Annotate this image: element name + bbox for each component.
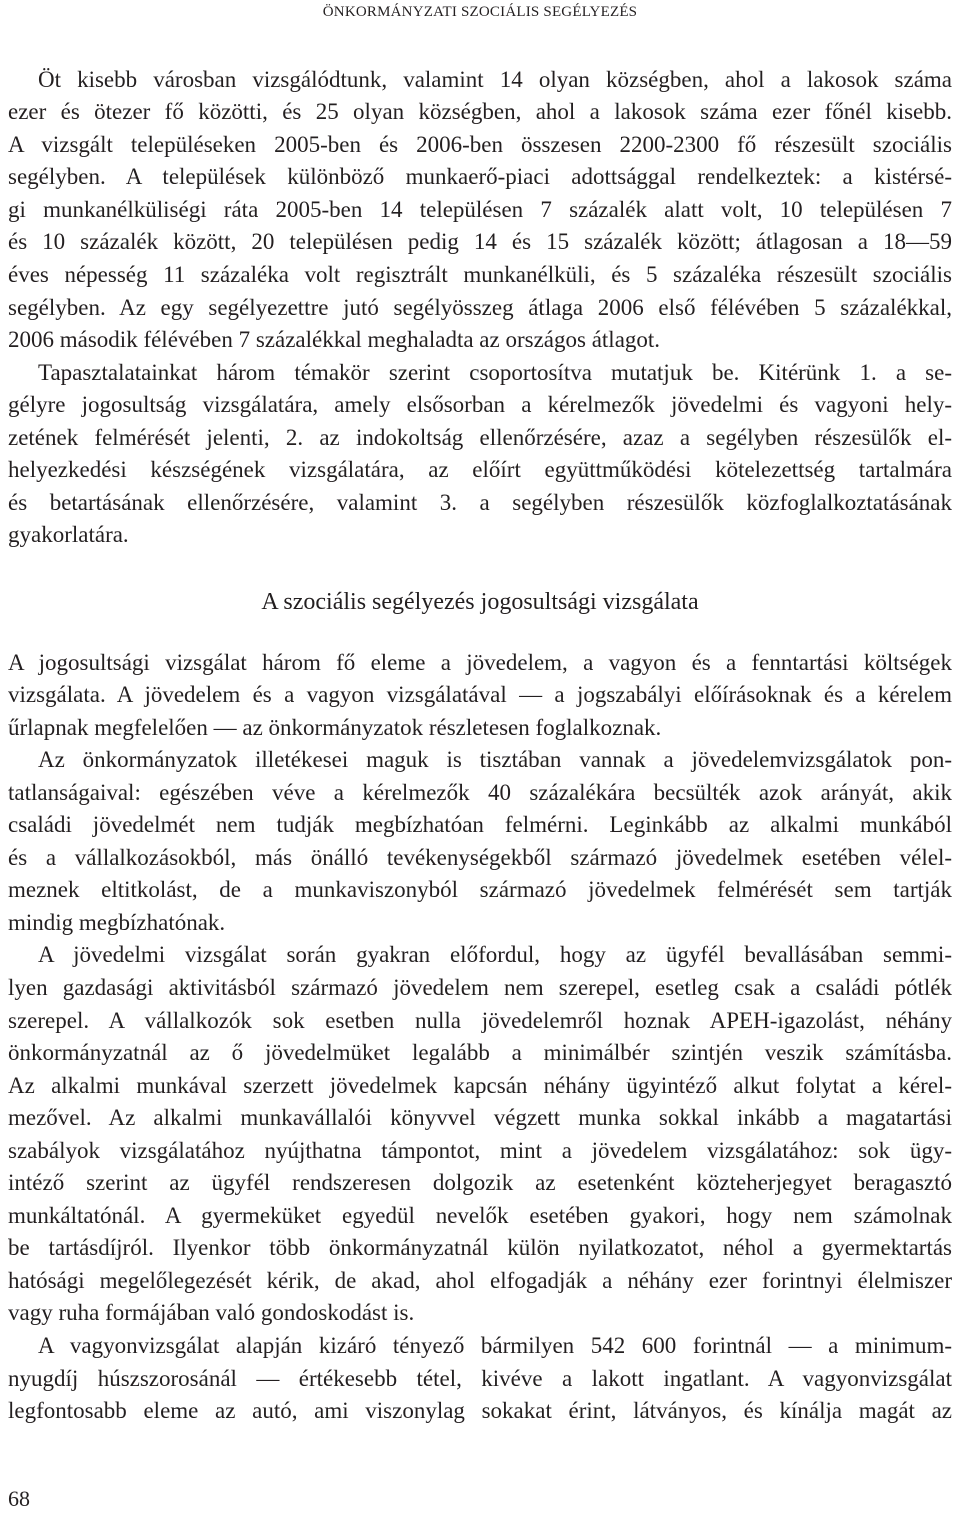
paragraph bbox=[8, 64, 952, 357]
paragraph bbox=[8, 939, 952, 1330]
text-line: munkáltatónál. A gyermeküket egyedül nevelők esetében gyakori, hogy nem számolnak bbox=[8, 1202, 952, 1228]
text-line: be tartásdíjról. Ilyenkor több önkormányzatnál külön nyilatkozatot, néhol a gyermektartás bbox=[8, 1235, 952, 1261]
text-line: mindig megbízhatónak. bbox=[8, 909, 226, 935]
text-line: nyugdíj húszszorosánál — értékesebb tétel, kivéve a lakott ingatlant. A vagyonvizsgálat bbox=[8, 1365, 952, 1391]
text-line: és a vállalkozásokból, más önálló tevékenységekből származó jövedelmek esetében vélel- bbox=[8, 844, 952, 870]
text-line: önkormányzatnál az ő jövedelmüket legalább a minimálbér szintjén veszik számításba. bbox=[8, 1040, 952, 1066]
text-line: Tapasztalatainkat három témakör szerint csoportosítva mutatjuk be. Kitérünk 1. a se- bbox=[38, 359, 952, 385]
text-line: gyakorlatára. bbox=[8, 522, 129, 548]
text-line: vagy ruha formájában való gondoskodást is. bbox=[8, 1300, 415, 1326]
text-line: segélyben. Az egy segélyezettre jutó segélyösszeg átlaga 2006 első félévében 5 százalékkal, bbox=[8, 294, 952, 320]
text-line: szabályok vizsgálatához nyújthatna támpontot, mint a jövedelem vizsgálatához: sok ügy- bbox=[8, 1137, 952, 1163]
text-line: szerepel. A vállalkozók sok esetben nulla jövedelemről hoznak APEH-igazolást, néhány bbox=[8, 1007, 952, 1033]
text-line: gi munkanélküliségi ráta 2005-ben 14 településen 7 százalék alatt volt, 10 településen 7 bbox=[8, 196, 952, 222]
page-content bbox=[8, 64, 952, 1428]
text-line: A vagyonvizsgálat alapján kizáró tényező bármilyen 542 600 forintnál — a minimum- bbox=[38, 1333, 952, 1358]
text-line: és betartásának ellenőrzésére, valamint 3. a segélyben részesülők közfoglalkoztatásának bbox=[8, 489, 952, 515]
text-line: zetének felmérését jelenti, 2. az indokoltság ellenőrzésére, azaz a segélyben részesülők el- bbox=[8, 424, 952, 450]
text-line: családi jövedelmét nem tudják megbízhatóan felmérni. Leginkább az alkalmi munkából bbox=[8, 812, 952, 838]
section-heading: A szociális segélyezés jogosultsági vizsgálata bbox=[261, 588, 699, 615]
paragraph bbox=[8, 357, 952, 552]
text-line: 2006 második félévében 7 százalékkal meghaladta az országos átlagot. bbox=[8, 327, 661, 353]
text-line: segélyben. A települések különböző munkaerő-piaci adottsággal rendelkeztek: a kistérsé- bbox=[8, 164, 952, 190]
paragraph bbox=[8, 1330, 952, 1428]
text-line: mezővel. Az alkalmi munkavállalói könyvvel végzett munka sokkal inkább a magatartási bbox=[8, 1105, 952, 1131]
text-line: lyen gazdasági aktivitásból származó jövedelem nem szerepel, esetleg csak a családi pótlék bbox=[8, 974, 952, 1000]
text-line: intéző szerint az ügyfél rendszeresen dolgozik az esetenként közteherjegyet beragasztó bbox=[8, 1170, 952, 1196]
page-number: 68 bbox=[8, 1486, 30, 1511]
text-line: gélyre jogosultság vizsgálatára, amely elsősorban a kérelmezők jövedelmi és vagyoni hely- bbox=[8, 392, 952, 418]
text-line: éves népesség 11 százaléka volt regisztrált munkanélküli, és 5 százaléka részesült szociális bbox=[8, 261, 952, 287]
running-header: ÖNKORMÁNYZATI SZOCIÁLIS SEGÉLYEZÉS bbox=[322, 4, 638, 20]
text-line: helyezkedési készségének vizsgálatára, az előírt együttműködési kötelezettség tartalmára bbox=[8, 457, 952, 483]
text-line: A vizsgált településeken 2005-ben és 2006-ben összesen 2200-2300 fő részesült szociális bbox=[8, 131, 952, 157]
text-line: űrlapnak megfelelően — az önkormányzatok részletesen foglalkoznak. bbox=[8, 714, 662, 740]
text-line: Öt kisebb városban vizsgálódtunk, valamint 14 olyan községben, ahol a lakosok száma bbox=[38, 66, 952, 92]
text-line: A jogosultsági vizsgálat három fő eleme a jövedelem, a vagyon és a fenntartási költségek bbox=[8, 649, 952, 675]
text-line: tatlanságaival: egészében véve a kérelmezők 40 százalékára becsülték azok arányát, akik bbox=[8, 779, 952, 805]
text-line: hatósági megelőlegezését kérik, de akad, ahol elfogadják a néhány ezer forintnyi élelmiszer bbox=[8, 1267, 952, 1293]
text-line: ezer és ötezer fő közötti, és 25 olyan községben, ahol a lakosok száma ezer főnél kisebb. bbox=[8, 99, 952, 125]
text-line: és 10 százalék között, 20 településen pedig 14 és 15 százalék között; átlagosan a 18—59 bbox=[8, 229, 952, 255]
text-line: meznek eltitkolást, de a munkaviszonyból származó jövedelmek felmérését sem tartják bbox=[8, 877, 952, 903]
paragraph bbox=[8, 744, 952, 939]
text-line: A jövedelmi vizsgálat során gyakran előfordul, hogy az ügyfél bevallásában semmi- bbox=[38, 942, 952, 968]
text-line: legfontosabb eleme az autó, ami viszonylag sokakat érint, látványos, és kínálja magát az bbox=[8, 1398, 952, 1424]
text-line: vizsgálata. A jövedelem és a vagyon vizsgálatával — a jogszabályi előírásoknak és a kérelem bbox=[8, 682, 952, 708]
text-line: Az önkormányzatok illetékesei maguk is tisztában vannak a jövedelemvizsgálatok pon- bbox=[38, 747, 952, 773]
paragraph bbox=[8, 647, 952, 745]
text-line: Az alkalmi munkával szerzett jövedelmek kapcsán néhány ügyintéző alkut folytat a kérel- bbox=[8, 1072, 952, 1098]
